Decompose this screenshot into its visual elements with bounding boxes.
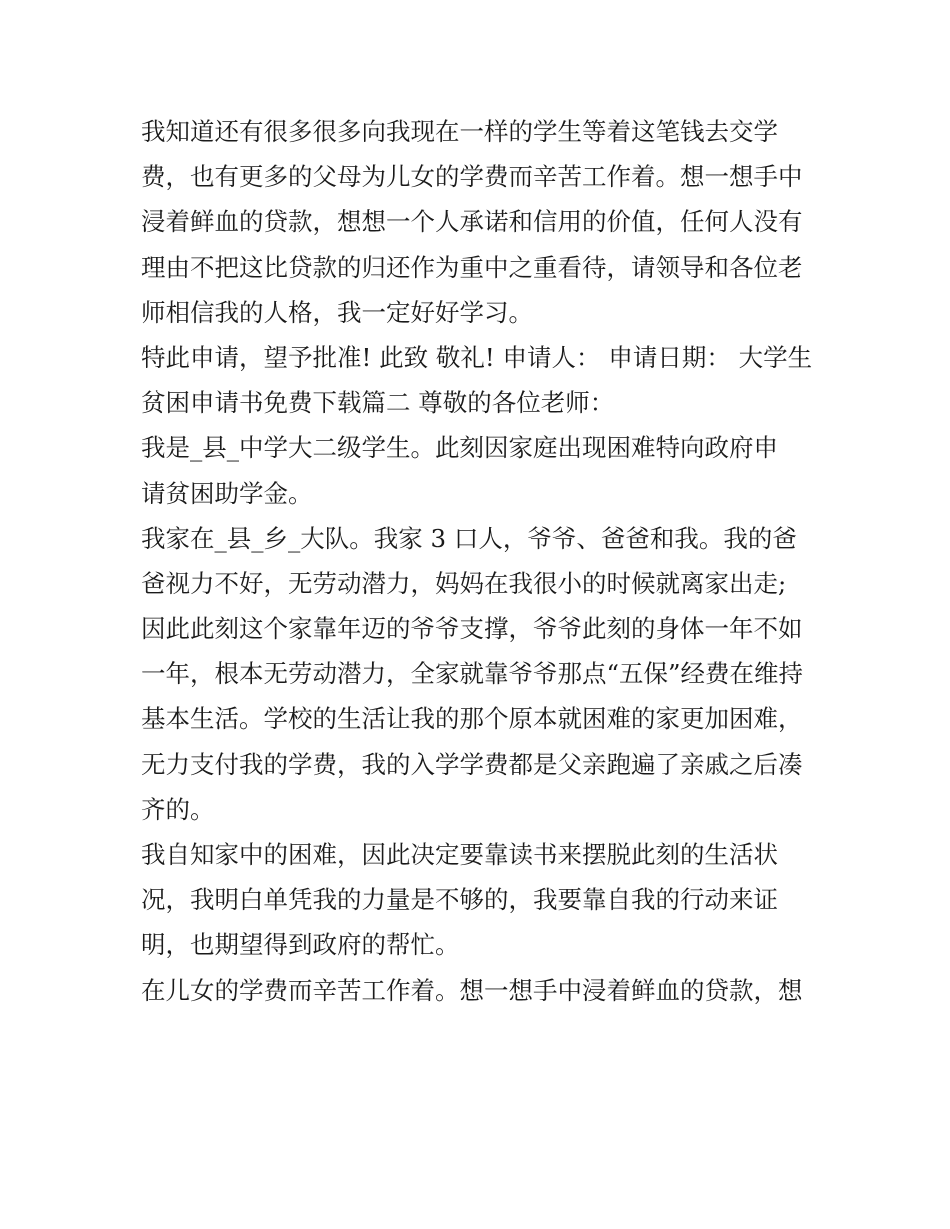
text-line: 请贫困助学金。 <box>141 478 313 508</box>
text-line: 理由不把这比贷款的归还作为重中之重看待，请领导和各位老 <box>141 252 803 282</box>
document-body <box>141 109 816 1013</box>
text-line: 在儿女的学费而辛苦工作着。想一想手中浸着鲜血的贷款，想 <box>141 975 803 1005</box>
text-line: 费，也有更多的父母为儿女的学费而辛苦工作着。想一想手中 <box>141 162 803 192</box>
text-line: 基本生活。学校的生活让我的那个原本就困难的家更加困难， <box>141 704 803 734</box>
text-line: 况，我明白单凭我的力量是不够的，我要靠自我的行动来证 <box>141 885 778 915</box>
text-line: 明，也期望得到政府的帮忙。 <box>141 930 460 960</box>
text-line: 特此申请，望予批准! 此致 敬礼! 申请人： 申请日期： 大学生 <box>141 342 813 372</box>
text-line: 我知道还有很多很多向我现在一样的学生等着这笔钱去交学 <box>141 117 778 146</box>
text-line: 我是_县_中学大二级学生。此刻因家庭出现困难特向政府申 <box>141 433 778 463</box>
text-line: 爸视力不好，无劳动潜力，妈妈在我很小的时候就离家出走; <box>141 568 787 598</box>
text-line: 一年，根本无劳动潜力，全家就靠爷爷那点“五保”经费在维持 <box>141 659 804 689</box>
text-line: 师相信我的人格，我一定好好学习。 <box>141 297 533 327</box>
text-line: 我自知家中的困难，因此决定要靠读书来摆脱此刻的生活状 <box>141 840 778 869</box>
text-line: 齐的。 <box>141 794 215 824</box>
text-line: 浸着鲜血的贷款，想想一个人承诺和信用的价值，任何人没有 <box>141 207 803 237</box>
text-line: 贫困申请书免费下载篇二 尊敬的各位老师： <box>141 388 615 418</box>
text-line: 无力支付我的学费，我的入学学费都是父亲跑遍了亲戚之后凑 <box>141 749 803 779</box>
text-line: 我家在_县_乡_大队。我家 3 口人，爷爷、爸爸和我。我的爸 <box>141 523 797 553</box>
text-line: 因此此刻这个家靠年迈的爷爷支撑，爷爷此刻的身体一年不如 <box>141 614 803 644</box>
